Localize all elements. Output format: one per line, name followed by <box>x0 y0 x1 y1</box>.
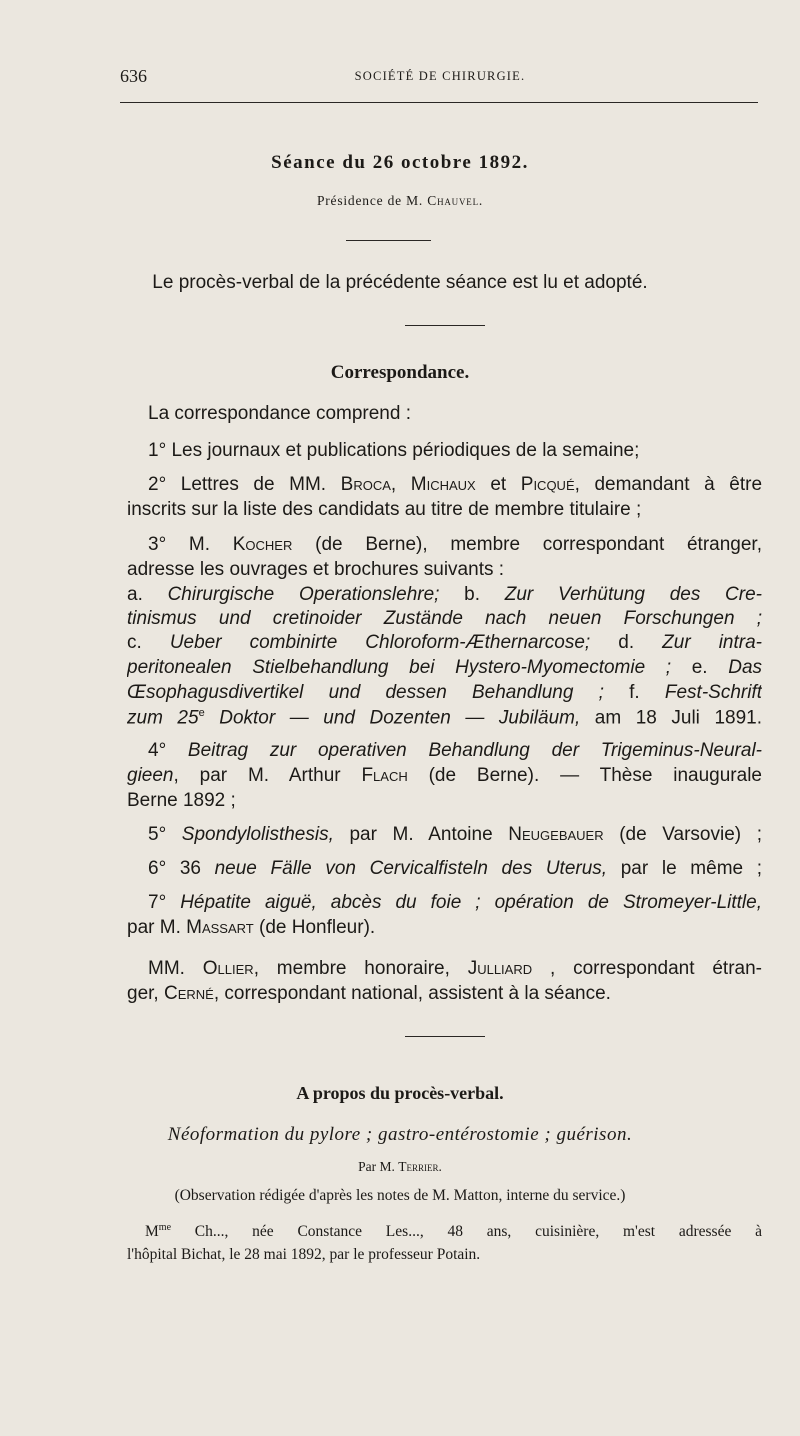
correspondance-item-3: 3° M. Kocher (de Berne), membre correspondant étranger, <box>148 534 762 555</box>
author-line: Par M. Terrier. <box>358 1159 442 1174</box>
work-list-line: c. Ueber combinirte Chloroform-Æthernarcose; d. Zur intra- <box>127 632 762 653</box>
observation-note: (Observation rédigée d'après les notes de M. Matton, interne du service.) <box>174 1187 626 1204</box>
attendance-line: MM. Ollier, membre honoraire, Julliard , correspondant étran- <box>148 958 762 979</box>
correspondance-item-5: 5° Spondylolisthesis, par M. Antoine Neugebauer (de Varsovie) ; <box>148 824 762 845</box>
correspondance-intro: La correspondance comprend : <box>148 403 411 424</box>
correspondance-item-6: 6° 36 neue Fälle von Cervicalfisteln des Uterus, par le même ; <box>148 858 762 879</box>
work-list-line: a. Chirurgische Operationslehre; b. Zur Verhütung des Cre- <box>127 584 762 605</box>
correspondance-item-7: 7° Hépatite aiguë, abcès du foie ; opération de Stromeyer-Little, <box>148 892 762 913</box>
header-rule <box>120 102 758 103</box>
work-list-line: Œsophagusdivertikel und dessen Behandlung ; f. Fest-Schrift <box>127 682 762 703</box>
work-list-line: tinismus und cretinoider Zustände nach neuen Forschungen ; <box>127 608 762 629</box>
session-title: Séance du 26 octobre 1892. <box>271 152 529 173</box>
minutes-text: Le procès-verbal de la précédente séance est lu et adopté. <box>152 272 648 293</box>
correspondance-item-1: 1° Les journaux et publications périodiques de la semaine; <box>148 440 640 461</box>
case-title: Néoformation du pylore ; gastro-entérostomie ; guérison. <box>167 1124 633 1145</box>
attendance-line-cont: ger, Cerné, correspondant national, assistent à la séance. <box>127 983 611 1004</box>
running-title: SOCIÉTÉ DE CHIRURGIE. <box>354 69 526 83</box>
work-list-line: zum 25e Doktor — und Dozenten — Jubiläum, am 18 Juli 1891. <box>127 707 762 729</box>
separator-rule <box>405 1036 485 1037</box>
correspondance-item-4: 4° Beitrag zur operativen Behandlung der Trigeminus-Neural- <box>148 740 762 761</box>
correspondance-item-3-cont: adresse les ouvrages et brochures suivants : <box>127 559 505 580</box>
case-body-line: $M^{me}$ Ch..., née Constance Les..., 48 ans, cuisinière, m'est adressée à <box>145 1222 762 1241</box>
presidency-line: Présidence de M. Chauvel. <box>316 193 484 208</box>
correspondance-item-4-cont: gieen, par M. Arthur Flach (de Berne). — Thèse inaugurale <box>127 765 762 786</box>
page-header <box>120 66 760 90</box>
separator-rule <box>346 240 431 241</box>
correspondance-item-2-cont: inscrits sur la liste des candidats au titre de membre titulaire ; <box>127 499 642 520</box>
correspondance-heading: Correspondance. <box>330 362 470 383</box>
correspondance-item-2: 2° Lettres de MM. Broca, Michaux et Picqué, demandant à être <box>148 474 762 495</box>
correspondance-item-4-end: Berne 1892 ; <box>127 790 236 811</box>
work-list-line: peritonealen Stielbehandlung bei Hystero-Myomectomie ; e. Das <box>127 657 762 678</box>
correspondance-item-7-cont: par M. Massart (de Honfleur). <box>127 917 376 938</box>
case-body-line: l'hôpital Bichat, le 28 mai 1892, par le professeur Potain. <box>127 1246 481 1263</box>
page-number: 636 <box>120 66 147 86</box>
proces-verbal-heading: A propos du procès-verbal. <box>296 1083 504 1103</box>
separator-rule <box>405 325 485 326</box>
